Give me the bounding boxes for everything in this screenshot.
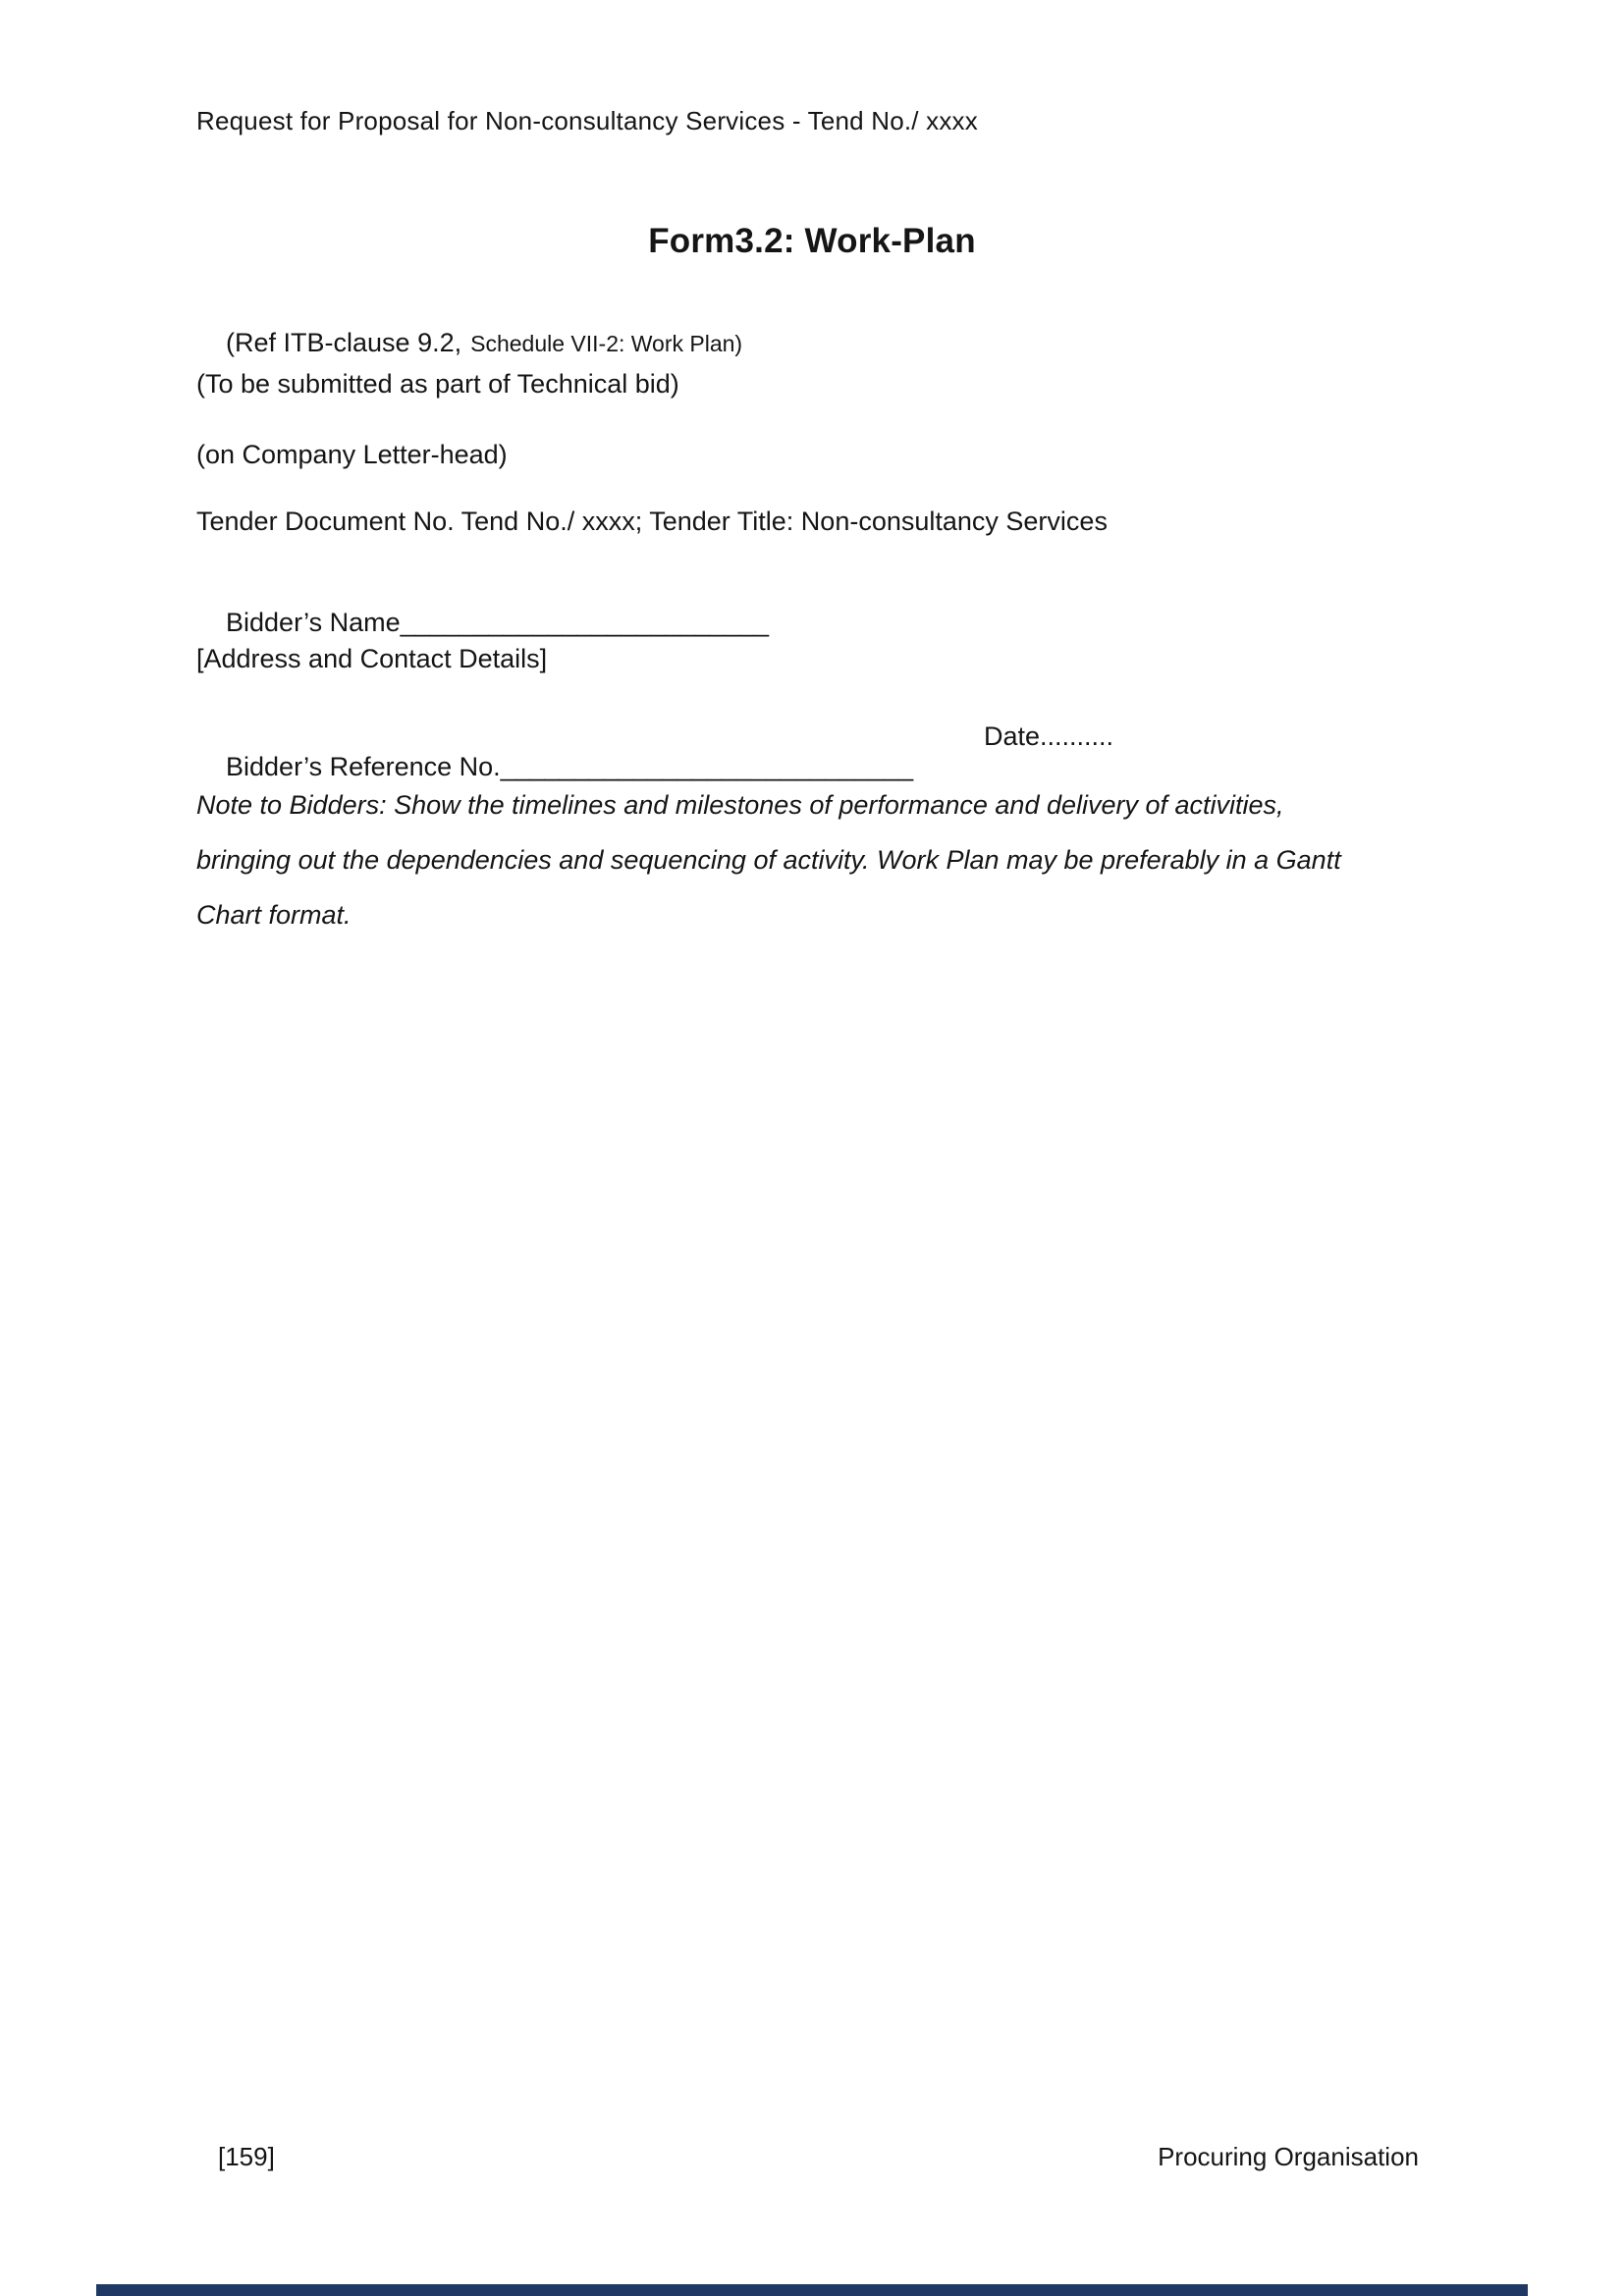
address-placeholder-line: [Address and Contact Details] [196, 644, 548, 673]
bidder-name-blank: _________________________ [400, 608, 770, 637]
note-line-2: bringing out the dependencies and sequencing of activity. Work Plan may be preferably in a Gantt [196, 845, 1341, 875]
bidder-name-label: Bidder’s Name [226, 608, 401, 637]
reference-label: Bidder’s Reference No. [226, 752, 501, 781]
form-title: Form3.2: Work-Plan [648, 222, 976, 260]
letterhead-note-line: (on Company Letter-head) [196, 440, 508, 469]
reference-blank: ____________________________ [500, 752, 914, 781]
date-field: Date.......... [984, 721, 1114, 751]
ref-clause-main: (Ref ITB-clause 9.2, [226, 328, 462, 357]
tender-document-line: Tender Document No. Tend No./ xxxx; Tender Title: Non-consultancy Services [196, 507, 1108, 536]
note-line-3: Chart format. [196, 900, 352, 930]
next-page-table-edge-bar [96, 2284, 1528, 2296]
running-header: Request for Proposal for Non-consultancy Services - Tend No./ xxxx [196, 106, 978, 135]
note-to-bidders [196, 777, 1502, 942]
ref-clause-schedule: Schedule VII-2: Work Plan) [470, 331, 743, 356]
footer-page-number: [159] [218, 2142, 275, 2171]
submission-note-line: (To be submitted as part of Technical bid) [196, 369, 679, 399]
footer-organisation: Procuring Organisation [1158, 2142, 1419, 2171]
note-line-1: Note to Bidders: Show the timelines and milestones of performance and delivery of activities, [196, 790, 1284, 820]
